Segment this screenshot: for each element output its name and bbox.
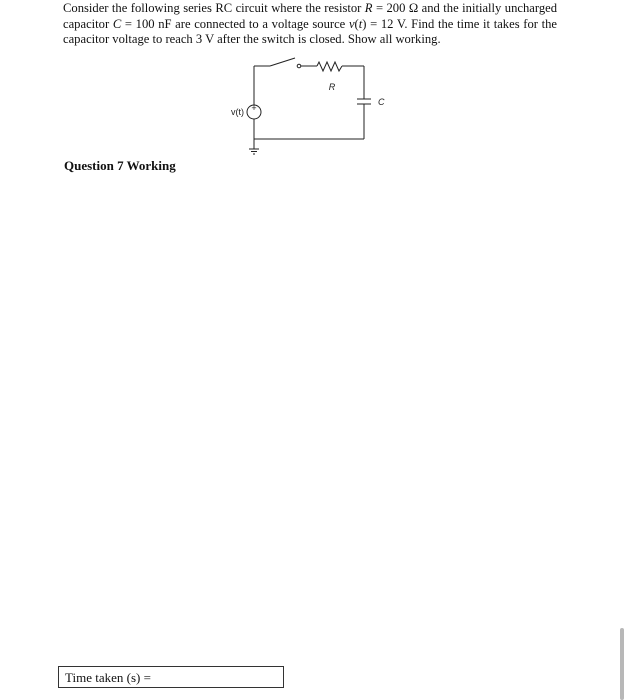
question-text-part-4: (	[354, 16, 359, 31]
question-text-part-5: ) = 12 V. Find the time it takes for the capacitor voltage to reach 3 V after the switch is closed. Show all working.	[63, 16, 557, 46]
source-label: v(t)	[231, 107, 244, 117]
scrollbar-thumb[interactable]	[620, 628, 624, 700]
rc-circuit-diagram	[220, 55, 390, 165]
resistor-label: R	[328, 82, 336, 92]
answer-input[interactable]	[154, 670, 264, 686]
time-symbol: t	[358, 16, 363, 31]
answer-box	[58, 666, 284, 688]
switch-blade	[270, 58, 295, 66]
resistor-zigzag	[317, 62, 342, 71]
capacitor-symbol: C	[112, 16, 122, 31]
question-text	[63, 1, 557, 48]
capacitor-label: C	[378, 97, 385, 107]
question-text-part-3: = 100 nF are connected to a voltage source	[121, 16, 349, 31]
voltage-symbol: v	[348, 16, 355, 31]
switch-terminal	[297, 64, 301, 68]
working-heading: Question 7 Working	[64, 158, 176, 173]
question-text-part-2: = 200 Ω and the initially uncharged capacitor	[63, 1, 557, 31]
source-polarity-sign: +	[251, 103, 257, 113]
question-text-part-1: Consider the following series RC circuit where the resistor	[63, 1, 365, 15]
resistor-symbol: R	[364, 1, 373, 15]
answer-label: Time taken (s) =	[65, 670, 151, 685]
